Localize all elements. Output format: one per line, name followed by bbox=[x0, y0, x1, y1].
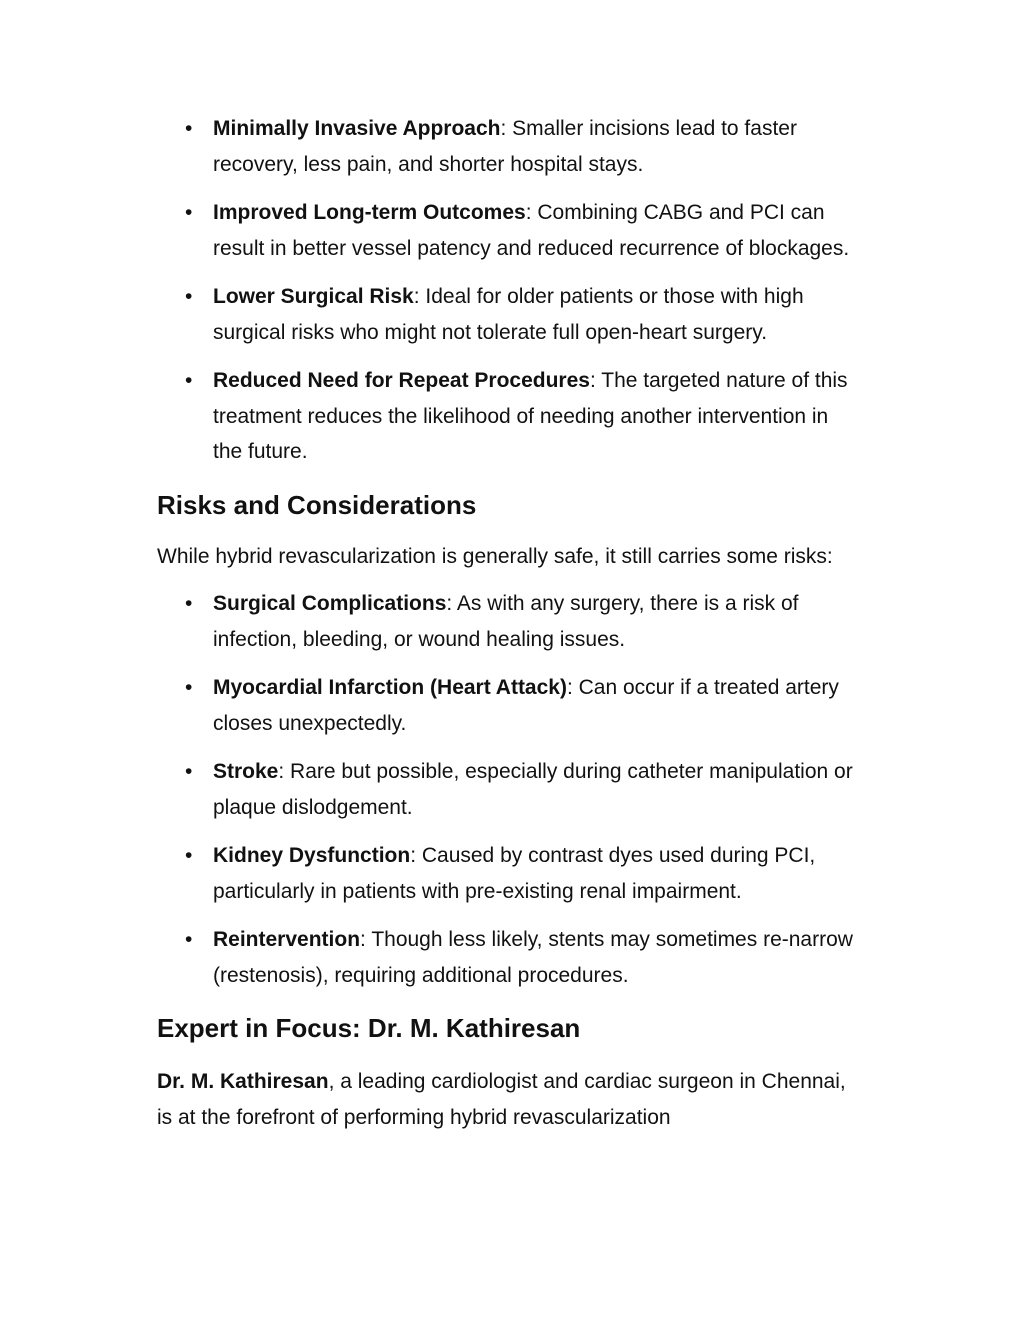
list-item-text: : As with any surgery, there is a risk of infection, bleeding, or wound healing issues. bbox=[213, 592, 799, 651]
expert-paragraph bbox=[157, 1064, 857, 1135]
list-item bbox=[157, 670, 857, 741]
list-item-text: : Smaller incisions lead to faster recovery, less pain, and shorter hospital stays. bbox=[213, 117, 797, 176]
bullet-icon: • bbox=[185, 592, 193, 615]
list-item-text: : Caused by contrast dyes used during PCI, particularly in patients with pre-existing renal impairment. bbox=[213, 844, 816, 903]
bullet-icon: • bbox=[185, 285, 193, 308]
list-item bbox=[157, 922, 857, 993]
list-item bbox=[157, 754, 857, 825]
expert-text: , a leading cardiologist and cardiac surgeon in Chennai, is at the forefront of performing hybrid revascularization bbox=[157, 1070, 846, 1129]
list-item bbox=[157, 195, 857, 266]
risks-list bbox=[157, 586, 857, 993]
list-item-term: Kidney Dysfunction bbox=[213, 844, 411, 867]
list-item bbox=[157, 586, 857, 657]
list-item bbox=[157, 279, 857, 350]
list-item-term: Improved Long-term Outcomes bbox=[213, 201, 526, 224]
list-item-text: : Combining CABG and PCI can result in better vessel patency and reduced recurrence of blockages. bbox=[213, 201, 850, 260]
expert-name: Dr. M. Kathiresan bbox=[157, 1070, 329, 1093]
bullet-icon: • bbox=[185, 760, 193, 783]
risks-intro: While hybrid revascularization is generally safe, it still carries some risks: bbox=[157, 544, 833, 568]
list-item-term: Myocardial Infarction (Heart Attack) bbox=[213, 676, 567, 699]
list-item-text: : Can occur if a treated artery closes unexpectedly. bbox=[213, 676, 839, 735]
list-item-text: : The targeted nature of this treatment reduces the likelihood of needing another intervention in the future. bbox=[213, 369, 848, 463]
bullet-icon: • bbox=[185, 369, 193, 392]
list-item-text: : Though less likely, stents may sometimes re-narrow (restenosis), requiring additional procedures. bbox=[213, 928, 853, 987]
list-item bbox=[157, 111, 857, 182]
bullet-icon: • bbox=[185, 844, 193, 867]
bullet-icon: • bbox=[185, 117, 193, 140]
list-item-term: Minimally Invasive Approach bbox=[213, 117, 501, 140]
list-item bbox=[157, 838, 857, 909]
benefits-list bbox=[157, 111, 857, 470]
list-item-term: Surgical Complications bbox=[213, 592, 447, 615]
bullet-icon: • bbox=[185, 201, 193, 224]
list-item-term: Lower Surgical Risk bbox=[213, 285, 414, 308]
bullet-icon: • bbox=[185, 928, 193, 951]
document-content bbox=[157, 111, 857, 1135]
list-item bbox=[157, 363, 857, 470]
risks-heading: Risks and Considerations bbox=[157, 489, 477, 520]
expert-heading: Expert in Focus: Dr. M. Kathiresan bbox=[157, 1013, 581, 1043]
list-item-term: Reduced Need for Repeat Procedures bbox=[213, 369, 590, 392]
bullet-icon: • bbox=[185, 676, 193, 699]
list-item-term: Reintervention bbox=[213, 928, 361, 951]
list-item-term: Stroke bbox=[213, 760, 279, 783]
list-item-text: : Rare but possible, especially during catheter manipulation or plaque dislodgement. bbox=[213, 760, 853, 819]
list-item-text: : Ideal for older patients or those with high surgical risks who might not tolerate full open-heart surgery. bbox=[213, 285, 804, 344]
